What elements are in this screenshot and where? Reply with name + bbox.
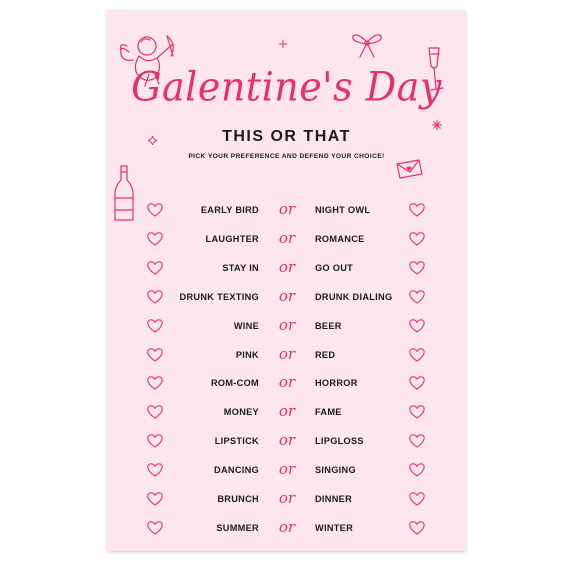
list-item bbox=[107, 230, 466, 250]
or-label: or bbox=[278, 315, 296, 334]
heart-icon[interactable] bbox=[409, 290, 425, 304]
or-label: or bbox=[278, 489, 296, 507]
list-item bbox=[107, 317, 466, 337]
sparkle-icon bbox=[279, 40, 287, 48]
or-label: or bbox=[278, 286, 296, 305]
option-right: DRUNK DIALING bbox=[315, 291, 393, 302]
option-right: GO OUT bbox=[315, 262, 354, 273]
list-item bbox=[107, 201, 466, 221]
or-label: or bbox=[278, 517, 296, 536]
list-item bbox=[107, 374, 466, 394]
heart-icon[interactable] bbox=[147, 261, 163, 275]
envelope-icon bbox=[394, 158, 424, 180]
option-left: BRUNCH bbox=[217, 494, 259, 504]
or-label: or bbox=[278, 373, 296, 392]
list-item bbox=[107, 259, 466, 279]
heart-icon[interactable] bbox=[409, 434, 425, 448]
heart-icon[interactable] bbox=[147, 203, 163, 217]
heart-icon[interactable] bbox=[147, 319, 163, 333]
option-left: ROM-COM bbox=[210, 378, 259, 389]
heart-icon[interactable] bbox=[409, 261, 425, 275]
heart-icon[interactable] bbox=[409, 232, 425, 246]
option-left: DRUNK TEXTING bbox=[179, 291, 259, 302]
option-left: LIPSTICK bbox=[214, 436, 259, 447]
option-left: EARLY BIRD bbox=[200, 205, 259, 215]
list-item bbox=[107, 461, 466, 481]
heart-icon[interactable] bbox=[147, 521, 163, 535]
heart-icon[interactable] bbox=[147, 376, 163, 390]
heart-icon[interactable] bbox=[409, 319, 425, 333]
list-item bbox=[107, 403, 466, 423]
game-card bbox=[107, 10, 466, 551]
option-left: WINE bbox=[233, 320, 259, 331]
option-right: FAME bbox=[315, 407, 342, 418]
option-right: BEER bbox=[315, 320, 342, 331]
bow-icon bbox=[351, 32, 383, 58]
heart-icon[interactable] bbox=[147, 290, 163, 304]
option-left: SUMMER bbox=[216, 522, 259, 533]
option-left: STAY IN bbox=[222, 262, 259, 273]
heart-icon[interactable] bbox=[409, 405, 425, 419]
heart-icon[interactable] bbox=[409, 521, 425, 535]
option-left: MONEY bbox=[223, 407, 259, 418]
heart-icon[interactable] bbox=[147, 232, 163, 246]
option-right: RED bbox=[315, 349, 336, 360]
page-subtitle: THIS OR THAT bbox=[222, 128, 351, 145]
instructions-text: PICK YOUR PREFERENCE AND DEFEND YOUR CHOICE! bbox=[188, 153, 385, 160]
heart-icon[interactable] bbox=[409, 376, 425, 390]
heart-icon[interactable] bbox=[147, 463, 163, 477]
or-label: or bbox=[278, 257, 296, 276]
list-item bbox=[107, 346, 466, 366]
option-right: NIGHT OWL bbox=[315, 205, 371, 215]
heart-icon[interactable] bbox=[409, 463, 425, 477]
option-right: WINTER bbox=[315, 522, 354, 533]
or-label: or bbox=[278, 228, 296, 247]
or-label: or bbox=[278, 431, 296, 450]
option-right: SINGING bbox=[315, 465, 356, 476]
heart-icon[interactable] bbox=[147, 405, 163, 419]
list-item bbox=[107, 288, 466, 308]
option-right: LIPGLOSS bbox=[315, 436, 364, 447]
option-left: LAUGHTER bbox=[205, 233, 259, 244]
heart-icon[interactable] bbox=[409, 492, 425, 506]
option-left: DANCING bbox=[214, 465, 259, 476]
or-label: or bbox=[278, 460, 296, 479]
option-right: ROMANCE bbox=[315, 233, 365, 244]
list-item bbox=[107, 519, 466, 539]
heart-icon[interactable] bbox=[147, 492, 163, 506]
list-item bbox=[107, 490, 466, 510]
option-right: HORROR bbox=[315, 378, 358, 389]
option-left: PINK bbox=[235, 349, 259, 360]
heart-icon[interactable] bbox=[409, 203, 425, 217]
or-label: or bbox=[278, 344, 296, 363]
page-title: Galentine's Day bbox=[131, 63, 442, 111]
heart-icon[interactable] bbox=[147, 434, 163, 448]
list-item bbox=[107, 432, 466, 452]
or-label: or bbox=[278, 402, 296, 421]
or-label: or bbox=[278, 200, 296, 218]
heart-icon[interactable] bbox=[147, 348, 163, 362]
heart-icon[interactable] bbox=[409, 348, 425, 362]
option-right: DINNER bbox=[315, 494, 353, 504]
